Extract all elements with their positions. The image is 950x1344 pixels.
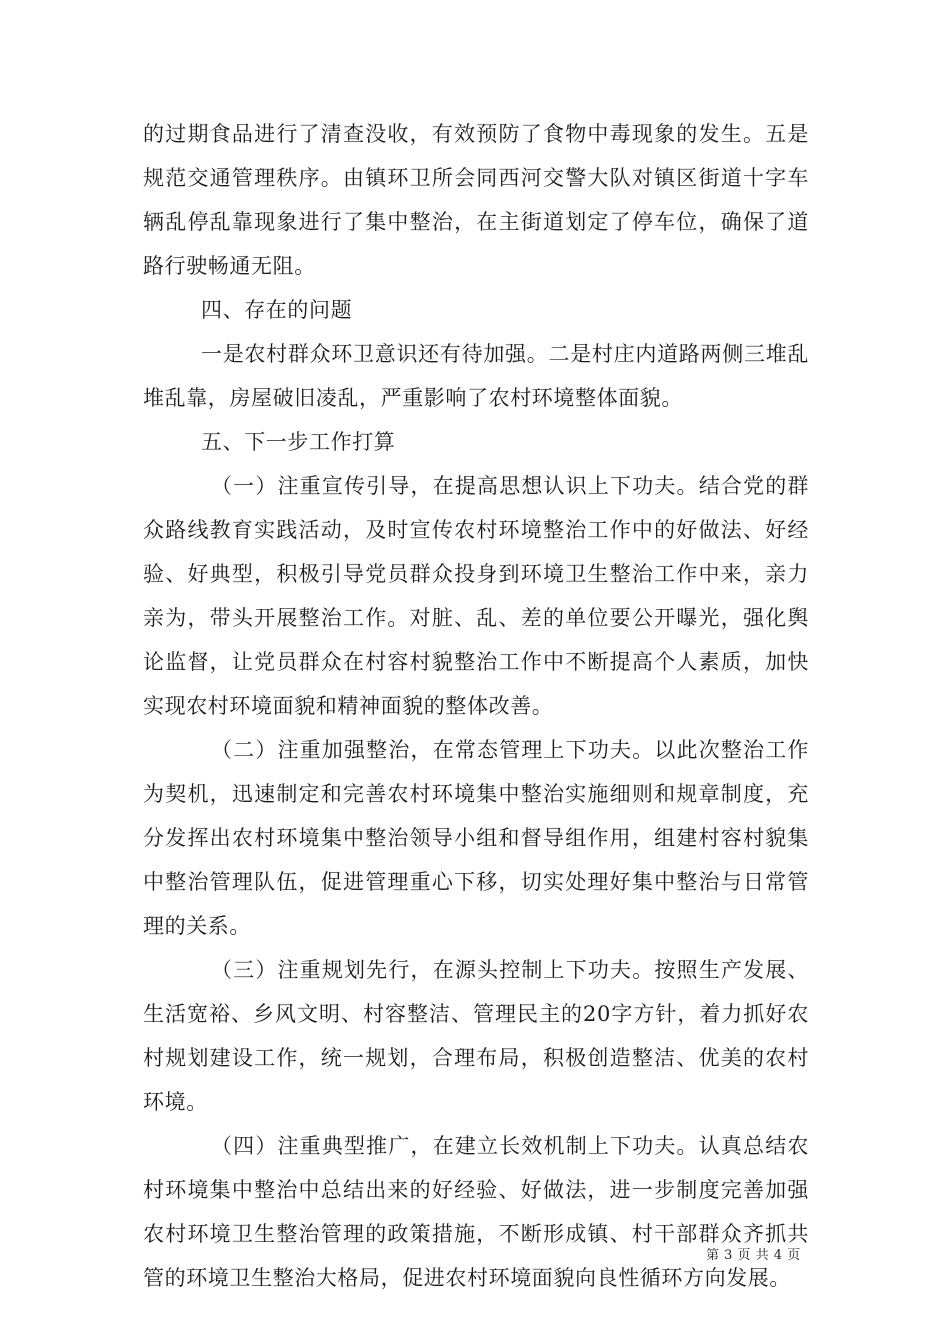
heading-existing-problems: 四、存在的问题 — [201, 298, 353, 322]
paragraph-step-4: （四）注重典型推广，在建立长效机制上下功夫。认真总结农村环境集中整治中总结出来的好经验、好做法，进一步制度完善加强农村环境卫生整治管理的政策措施，不断形成镇、村干部群众齐抓共管的环境卫生整治大格局，促进农村环境面貌向良性循环方向发展。 — [143, 1134, 809, 1290]
paragraph-food-traffic: 的过期食品进行了清查没收，有效预防了食物中毒现象的发生。五是规范交通管理秩序。由镇环卫所会同西河交警大队对镇区街道十字车辆乱停乱靠现象进行了集中整治，在主街道划定了停车位，确保了道路行驶畅通无阻。 — [143, 122, 809, 278]
document-body — [143, 112, 809, 1300]
paragraph-step-1: （一）注重宣传引导，在提高思想认识上下功夫。结合党的群众路线教育实践活动，及时宣传农村环境整治工作中的好做法、好经验、好典型，积极引导党员群众投身到环境卫生整治工作中来，亲力亲为，带头开展整治工作。对脏、乱、差的单位要公开曝光，强化舆论监督，让党员群众在村容村貌整治工作中不断提高个人素质，加快实现农村环境面貌和精神面貌的整体改善。 — [143, 474, 809, 718]
paragraph-step-2: （二）注重加强整治，在常态管理上下功夫。以此次整治工作为契机，迅速制定和完善农村环境集中整治实施细则和规章制度，充分发挥出农村环境集中整治领导小组和督导组作用，组建村容村貌集中整治管理队伍，促进管理重心下移，切实处理好集中整治与日常管理的关系。 — [143, 738, 809, 938]
heading-next-steps: 五、下一步工作打算 — [201, 430, 396, 454]
paragraph-problems: 一是农村群众环卫意识还有待加强。二是村庄内道路两侧三堆乱堆乱靠，房屋破旧凌乱，严重影响了农村环境整体面貌。 — [143, 342, 809, 410]
page-number-footer: 第 3 页 共 4 页 — [706, 1248, 801, 1263]
paragraph-step-3: （三）注重规划先行，在源头控制上下功夫。按照生产发展、生活宽裕、乡风文明、村容整洁、管理民主的20字方针，着力抓好农村规划建设工作，统一规划，合理布局，积极创造整洁、优美的农村环境。 — [143, 958, 809, 1114]
